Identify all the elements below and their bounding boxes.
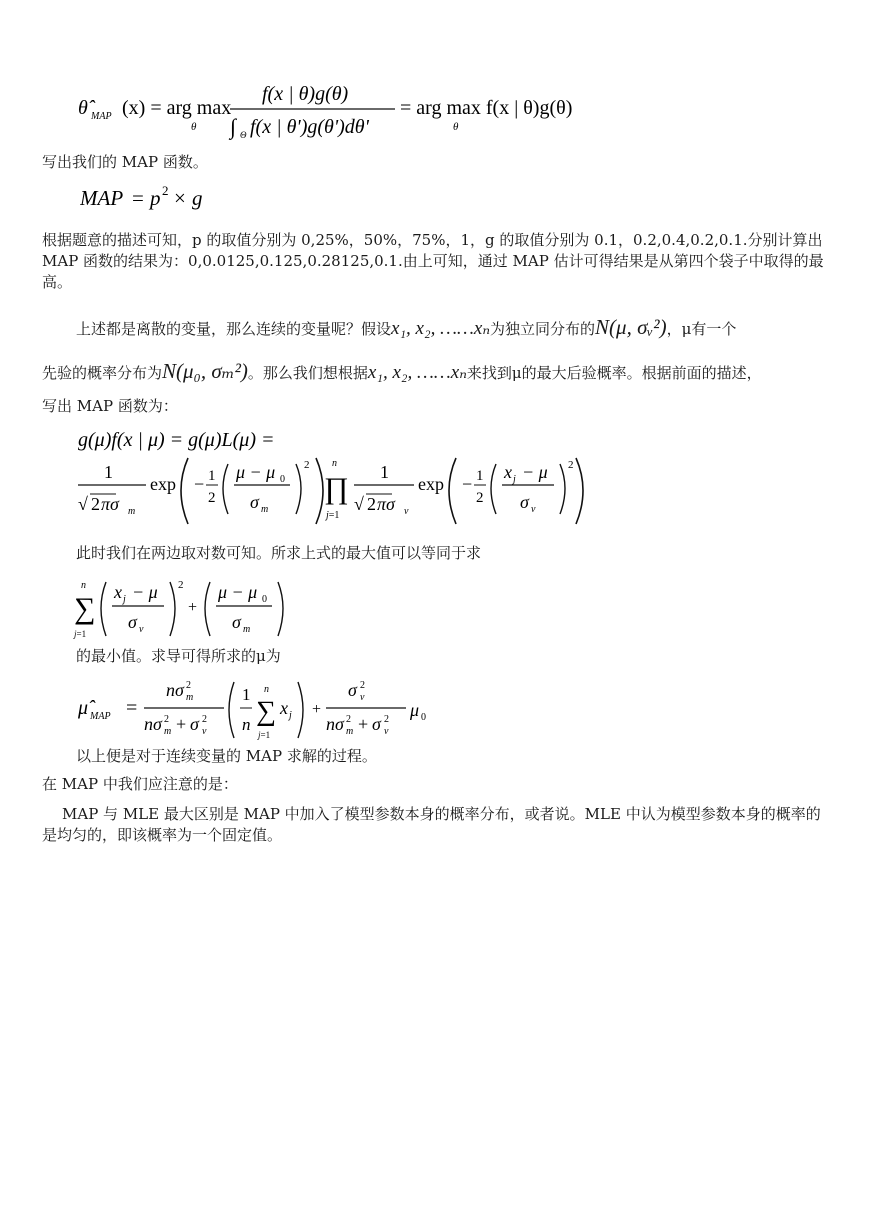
svg-text:x: x bbox=[280, 698, 288, 718]
svg-text:2: 2 bbox=[178, 579, 184, 591]
eq1-denominator: f(x | θ')g(θ')dθ' bbox=[250, 116, 369, 138]
svg-text:2: 2 bbox=[568, 459, 574, 471]
svg-text:2: 2 bbox=[384, 714, 389, 725]
svg-text:1: 1 bbox=[104, 462, 113, 482]
svg-text:m: m bbox=[186, 692, 194, 703]
svg-text:∑: ∑ bbox=[74, 592, 96, 625]
svg-text:θ: θ bbox=[453, 121, 459, 133]
svg-text:n: n bbox=[242, 715, 251, 734]
svg-text:exp: exp bbox=[150, 474, 176, 494]
svg-text:πσ: πσ bbox=[101, 494, 119, 514]
svg-text:1: 1 bbox=[242, 685, 251, 704]
p3-text-a: 上述都是离散的变量，那么连续的变量呢？假设 bbox=[76, 320, 392, 338]
svg-text:p: p bbox=[150, 186, 161, 210]
p4-math-x: x₁, x₂, ……xₙ bbox=[367, 362, 467, 383]
svg-text:exp: exp bbox=[418, 474, 444, 494]
svg-text:2: 2 bbox=[476, 490, 484, 506]
svg-text:v: v bbox=[202, 726, 207, 737]
eq1-theta-hat: θ̂ bbox=[78, 97, 88, 119]
svg-text:−: − bbox=[194, 474, 205, 494]
svg-text:0: 0 bbox=[262, 594, 267, 605]
svg-text:σ: σ bbox=[250, 492, 259, 512]
svg-text:√: √ bbox=[354, 494, 364, 514]
svg-text:x: x bbox=[114, 582, 122, 602]
svg-text:v: v bbox=[404, 506, 409, 517]
svg-text:2: 2 bbox=[304, 459, 310, 471]
eq1-arg: (x) = arg max bbox=[122, 97, 232, 119]
paragraph-6: 此时我们在两边取对数可知。所求上式的最大值可以等同于求 bbox=[76, 544, 482, 562]
svg-text:=: = bbox=[132, 186, 144, 210]
svg-text:+: + bbox=[176, 714, 187, 734]
svg-text:nσ: nσ bbox=[144, 714, 162, 734]
paragraph-2: 根据题意的描述可知，p 的取值分别为 0,25%，50%，75%，1，g 的取值分别为 0.1，0.2,0.4,0.2,0.1.分别计算出 MAP 函数的结果为：0,0.0125,0.125,0.28125,0.1.由上可知，通过 MAP 估计可得结果是从第四个袋子中取得的最高。 bbox=[42, 231, 824, 291]
paragraph-8: 以上便是对于连续变量的 MAP 求解的过程。 bbox=[76, 747, 377, 765]
svg-text:1: 1 bbox=[380, 462, 389, 482]
svg-text:MAP: MAP bbox=[80, 186, 124, 210]
svg-text:+: + bbox=[188, 599, 198, 616]
svg-text:v: v bbox=[139, 624, 144, 635]
p4-text-a: 先验的概率分布为 bbox=[42, 364, 163, 382]
svg-text:m: m bbox=[261, 504, 269, 515]
svg-text:v: v bbox=[384, 726, 389, 737]
svg-text:2: 2 bbox=[360, 680, 365, 691]
p4-text-c: 来找到μ的最大后验概率。根据前面的描述， bbox=[466, 364, 762, 382]
svg-text:m: m bbox=[346, 726, 354, 737]
svg-text:μ − μ: μ − μ bbox=[236, 462, 276, 482]
svg-text:j: j bbox=[289, 710, 292, 721]
svg-text:0: 0 bbox=[421, 712, 426, 723]
svg-text:×: × bbox=[174, 186, 186, 210]
svg-text:2: 2 bbox=[186, 680, 191, 691]
svg-text:j=1: j=1 bbox=[74, 629, 87, 639]
svg-text:j=1: j=1 bbox=[258, 730, 271, 740]
svg-text:m: m bbox=[128, 506, 136, 517]
svg-text:− μ: − μ bbox=[522, 462, 548, 482]
paragraph-4 bbox=[42, 356, 842, 388]
svg-text:2: 2 bbox=[91, 494, 100, 514]
svg-text:0: 0 bbox=[280, 474, 285, 485]
equation-posterior-line1 bbox=[78, 424, 338, 454]
svg-text:2: 2 bbox=[202, 714, 207, 725]
paragraph-10: MAP 与 MLE 最大区别是 MAP 中加入了模型参数本身的概率分布，或者说。MLE 中认为模型参数本身的概率的是均匀的，即该概率为一个固定值。 bbox=[42, 805, 821, 844]
svg-text:n: n bbox=[264, 684, 269, 695]
svg-text:m: m bbox=[164, 726, 172, 737]
p3-math-x: x₁, x₂, ……xₙ bbox=[391, 318, 491, 339]
equation-mu-map bbox=[78, 676, 438, 740]
svg-text:σ: σ bbox=[348, 680, 357, 700]
svg-text:σ: σ bbox=[372, 714, 381, 734]
paragraph-1: 写出我们的 MAP 函数。 bbox=[42, 153, 208, 171]
svg-text:n: n bbox=[81, 580, 86, 591]
svg-text:nσ: nσ bbox=[166, 680, 184, 700]
equation-map-estimator bbox=[78, 78, 618, 140]
svg-text:σ: σ bbox=[128, 612, 137, 632]
paragraph-9: 在 MAP 中我们应注意的是： bbox=[42, 775, 238, 793]
svg-text:v: v bbox=[531, 504, 536, 515]
paragraph-7: 的最小值。求导可得所求的μ为 bbox=[76, 647, 281, 665]
svg-text:n: n bbox=[332, 458, 337, 469]
svg-text:σ: σ bbox=[232, 612, 241, 632]
eq1-numerator: f(x | θ)g(θ) bbox=[262, 83, 349, 105]
eq1-int-sub: Θ bbox=[240, 130, 247, 140]
eq1-sub: MAP bbox=[91, 111, 112, 122]
p3-text-c: ，μ有一个 bbox=[666, 320, 737, 338]
p4-text-b: 。那么我们想根据 bbox=[247, 364, 368, 382]
svg-text:−: − bbox=[462, 474, 473, 494]
svg-text:j: j bbox=[123, 594, 126, 605]
svg-text:2: 2 bbox=[346, 714, 351, 725]
svg-text:v: v bbox=[360, 692, 365, 703]
eq1-rhs: = arg max f(x | θ)g(θ) bbox=[400, 97, 573, 119]
equation-objective bbox=[72, 574, 292, 644]
svg-text:1: 1 bbox=[208, 468, 216, 484]
svg-text:m: m bbox=[243, 624, 251, 635]
eq1-argmax-sub: θ bbox=[191, 121, 197, 133]
eq1-integral: ∫ bbox=[230, 114, 237, 139]
svg-text:j: j bbox=[513, 474, 516, 485]
svg-text:2: 2 bbox=[208, 490, 216, 506]
svg-text:g(μ)f(x | μ) = g(μ)L(μ) =: g(μ)f(x | μ) = g(μ)L(μ) = bbox=[78, 429, 275, 451]
svg-text:+: + bbox=[312, 701, 322, 718]
svg-text:− μ: − μ bbox=[132, 582, 158, 602]
svg-text:∏: ∏ bbox=[324, 472, 349, 505]
svg-text:πσ: πσ bbox=[377, 494, 395, 514]
svg-text:μ̂: μ̂ bbox=[78, 697, 89, 719]
p3-math-N: N(μ, σᵥ²) bbox=[595, 315, 667, 339]
svg-text:2: 2 bbox=[162, 183, 169, 198]
svg-text:+: + bbox=[358, 714, 369, 734]
svg-text:MAP: MAP bbox=[90, 711, 111, 722]
svg-text:2: 2 bbox=[164, 714, 169, 725]
svg-text:nσ: nσ bbox=[326, 714, 344, 734]
svg-text:√: √ bbox=[78, 494, 88, 514]
p3-text-b: 为独立同分布的 bbox=[490, 320, 596, 338]
paragraph-3 bbox=[42, 312, 842, 344]
svg-text:=: = bbox=[126, 697, 138, 719]
svg-text:μ: μ bbox=[410, 700, 420, 720]
svg-text:g: g bbox=[192, 186, 203, 210]
paragraph-5: 写出 MAP 函数为： bbox=[42, 397, 178, 415]
svg-text:∑: ∑ bbox=[256, 696, 276, 727]
svg-text:σ: σ bbox=[520, 492, 529, 512]
svg-text:2: 2 bbox=[367, 494, 376, 514]
svg-text:1: 1 bbox=[476, 468, 484, 484]
svg-text:σ: σ bbox=[190, 714, 199, 734]
equation-posterior-line2 bbox=[76, 452, 596, 532]
svg-text:x: x bbox=[504, 462, 512, 482]
equation-map-function bbox=[80, 180, 220, 214]
p4-math-N: N(μ₀, σₘ²) bbox=[162, 359, 248, 383]
svg-text:μ − μ: μ − μ bbox=[218, 582, 258, 602]
svg-text:j=1: j=1 bbox=[326, 510, 340, 521]
